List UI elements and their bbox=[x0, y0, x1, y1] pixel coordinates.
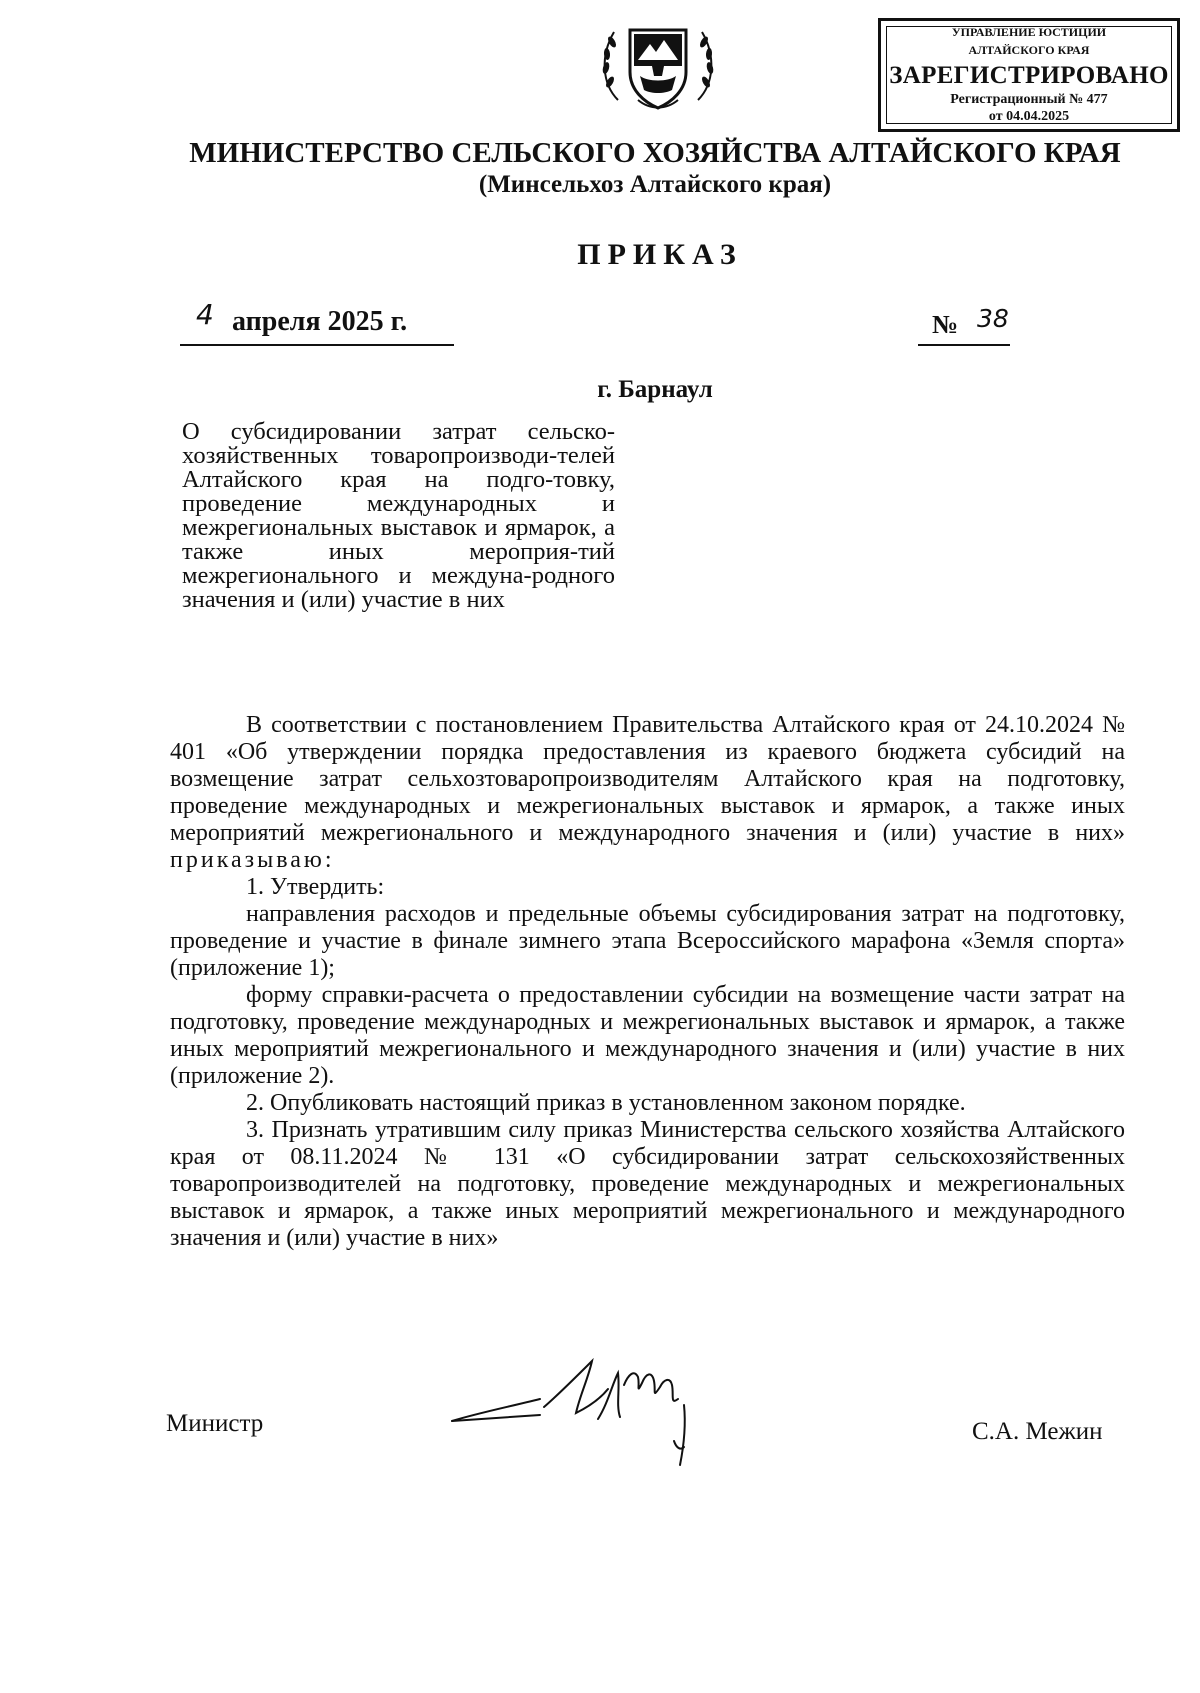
stamp-reg-date: от 04.04.2025 bbox=[988, 109, 1070, 124]
signer-name: С.А. Межин bbox=[972, 1418, 1103, 1445]
preamble-paragraph bbox=[170, 712, 1125, 874]
ministry-title: МИНИСТЕРСТВО СЕЛЬСКОГО ХОЗЯЙСТВА АЛТАЙСКОГО КРАЯ bbox=[189, 137, 1121, 169]
stamp-org-line2: АЛТАЙСКОГО КРАЯ bbox=[968, 43, 1090, 57]
item-1-a: направления расходов и предельные объемы субсидирования затрат на подготовку, проведение и участие в финале зимнего этапа Всероссийского марафона «Земля спорта» (приложение 1); bbox=[170, 901, 1125, 981]
preamble-text: В соответствии с постановлением Правительства Алтайского края от 24.10.2024 № 401 «Об утверждении порядка предоставления из краевого бюджета субсидий на возмещение затрат сельхозтоваропроизводителям Алтайского края на подготовку, проведение международных и межрегиональных выставок и ярмарок, а также иных мероприятий межрегионального и международного значения и (или) участие в них» bbox=[170, 712, 1125, 846]
city-label: г. Барнаул bbox=[597, 376, 713, 403]
preamble-verb: приказываю: bbox=[170, 847, 335, 873]
stamp-reg-number: Регистрационный № 477 bbox=[950, 92, 1108, 107]
date-day-handwritten: 4 bbox=[196, 298, 214, 331]
date-month-year: апреля 2025 г. bbox=[232, 306, 408, 337]
stamp-status: ЗАРЕГИСТРИРОВАНО bbox=[889, 62, 1169, 89]
item-3: 3. Признать утратившим силу приказ Министерства сельского хозяйства Алтайского края от 08.11.2024 № 131 «О субсидировании затрат сельскохозяйственных товаропроизводителей на подготовку, проведение международных и межрегиональных выставок и ярмарок, а также иных мероприятий межрегионального и международного значения и (или) участие в них» bbox=[170, 1117, 1125, 1251]
document-number-handwritten: 38 bbox=[977, 304, 1009, 333]
handwritten-signature bbox=[448, 1355, 730, 1477]
item-1-b: форму справки-расчета о предоставлении субсидии на возмещение части затрат на подготовку, проведение международных и межрегиональных выставок и ярмарок, а также иных мероприятий межрегионального и международного значения и (или) участие в них (приложение 2). bbox=[170, 982, 1125, 1089]
signer-title: Министр bbox=[166, 1410, 264, 1437]
item-1: 1. Утвердить: bbox=[246, 874, 385, 900]
number-sign: № bbox=[932, 310, 959, 339]
item-2: 2. Опубликовать настоящий приказ в установленном законом порядке. bbox=[246, 1090, 966, 1116]
ministry-short-title: (Минсельхоз Алтайского края) bbox=[478, 171, 832, 198]
document-subject: О субсидировании затрат сельско-хозяйственных товаропроизводи-телей Алтайского края на подго-товку, проведение международных и межрегиональных выставок и ярмарок, а также иных мероприя-тий межрегионального и междуна-родного значения и (или) участие в них bbox=[182, 418, 615, 613]
stamp-org-line1: УПРАВЛЕНИЕ ЮСТИЦИИ bbox=[951, 25, 1107, 39]
document-body bbox=[170, 712, 1125, 1252]
document-type-title: ПРИКАЗ bbox=[577, 238, 743, 271]
coat-of-arms-emblem bbox=[598, 20, 718, 112]
registration-stamp bbox=[878, 18, 1180, 132]
